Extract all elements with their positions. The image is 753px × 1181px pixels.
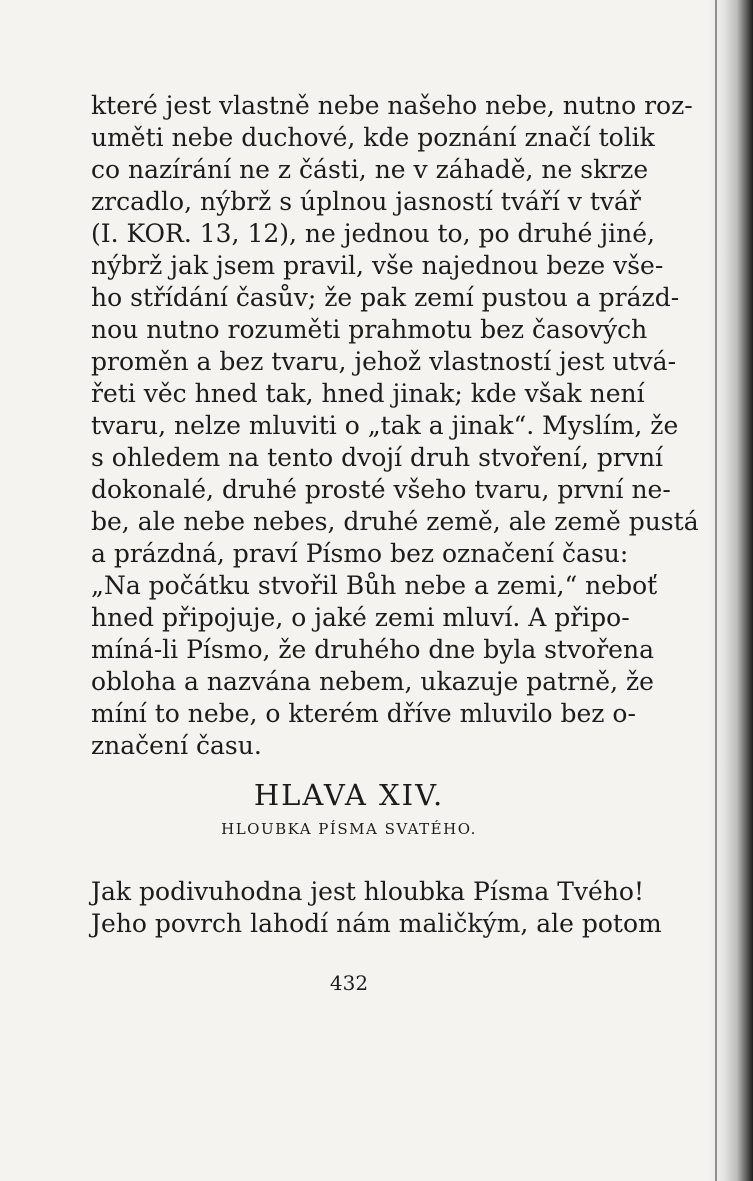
text-line: míní to nebe, o kterém dříve mluvilo bez o-: [91, 699, 636, 728]
page-edge-shadow: [707, 0, 753, 1181]
page-edge-line: [715, 0, 717, 1181]
page-number: 432: [329, 971, 369, 995]
text-line: zrcadlo, nýbrž s úplnou jasností tváří v tvář: [91, 187, 641, 216]
text-line: a prázdná, praví Písmo bez označení času:: [91, 539, 629, 568]
text-line: (I. KOR. 13, 12), ne jednou to, po druhé jiné,: [91, 219, 655, 248]
text-line: dokonalé, druhé prosté všeho tvaru, první ne-: [91, 475, 671, 504]
text-line: uměti nebe duchové, kde poznání značí tolik: [91, 123, 655, 152]
text-line: obloha a nazvána nebem, ukazuje patrně, že: [91, 667, 654, 696]
text-line: tvaru, nelze mluviti o „tak a jinak“. Myslím, že: [91, 411, 679, 440]
text-line: co nazírání ne z části, ne v záhadě, ne skrze: [91, 155, 649, 184]
chapter-subtitle: HLOUBKA PÍSMA SVATÉHO.: [221, 820, 477, 838]
text-line: proměn a bez tvaru, jehož vlastností jest utvá-: [91, 347, 677, 376]
text-line: Jak podivuhodna jest hloubka Písma Tvého!: [91, 877, 645, 906]
text-line: „Na počátku stvořil Bůh nebe a zemi,“ neboť: [91, 571, 658, 600]
text-line: be, ale nebe nebes, druhé země, ale země pustá: [91, 507, 699, 536]
chapter-title: HLAVA XIV.: [253, 778, 445, 812]
text-line: ho střídání časův; že pak zemí pustou a prázd-: [91, 283, 680, 312]
text-line: s ohledem na tento dvojí druh stvoření, první: [91, 443, 664, 472]
text-line: hned připojuje, o jaké zemi mluví. A připo-: [91, 603, 630, 632]
text-line: nýbrž jak jsem pravil, vše najednou beze vše-: [91, 251, 664, 280]
text-line: řeti věc hned tak, hned jinak; kde však není: [91, 379, 645, 408]
text-line: které jest vlastně nebe našeho nebe, nutno roz-: [91, 91, 693, 120]
text-line: nou nutno rozuměti prahmotu bez časových: [91, 315, 648, 344]
text-line: míná-li Písmo, že druhého dne byla stvořena: [91, 635, 654, 664]
text-line: značení času.: [91, 731, 262, 760]
text-line: Jeho povrch lahodí nám maličkým, ale potom: [91, 909, 662, 938]
